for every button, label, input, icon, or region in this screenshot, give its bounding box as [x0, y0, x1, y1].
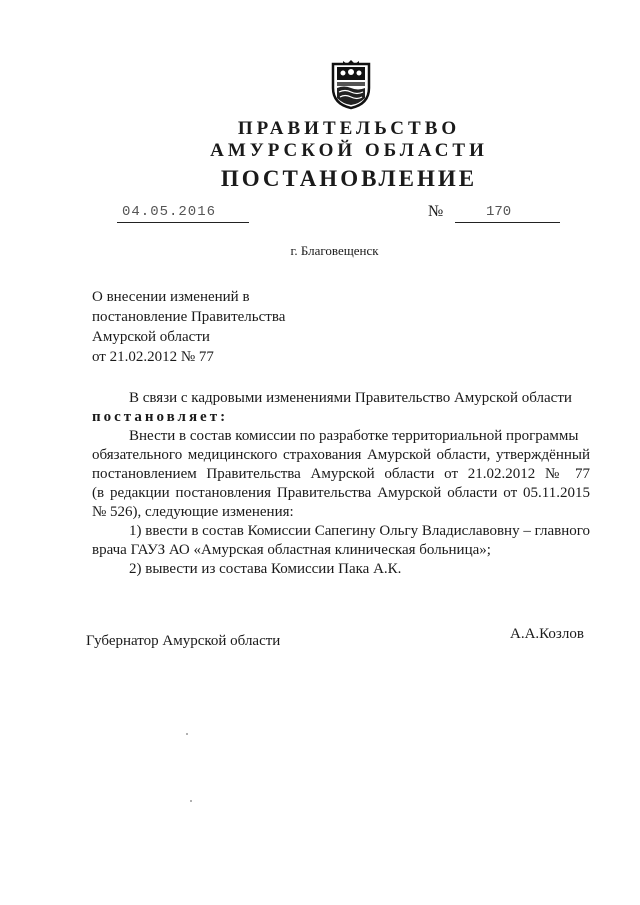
signer-name: А.А.Козлов — [510, 626, 584, 642]
paragraph-line: обязательного медицинского страхования Амурской области, утверждённый — [92, 447, 590, 463]
intro-paragraph: В связи с кадровыми изменениями Правительство Амурской области — [129, 390, 572, 406]
list-item-1-continued: врача ГАУЗ АО «Амурская областная клиническая больница»; — [92, 542, 491, 558]
number-underline — [455, 222, 560, 223]
city-label: г. Благовещенск — [290, 243, 379, 258]
scan-speck — [186, 733, 188, 735]
date-underline — [117, 222, 249, 223]
government-title-line2: АМУРСКОЙ ОБЛАСТИ — [210, 140, 488, 161]
paragraph-line: (в редакции постановления Правительства Амурской области от 05.11.2015 — [92, 485, 590, 501]
number-sign: № — [428, 203, 444, 220]
decrees-word: постановляет: — [92, 409, 229, 425]
government-title-line1: ПРАВИТЕЛЬСТВО — [237, 118, 461, 139]
list-item-1: 1) ввести в состав Комиссии Сапегину Ольгу Владиславовну – главного — [129, 523, 590, 539]
subject-block — [92, 287, 332, 367]
list-item-2: 2) вывести из состава Комиссии Пака А.К. — [129, 561, 402, 577]
scan-speck — [190, 800, 192, 802]
subject-line: постановление Правительства — [92, 309, 286, 325]
subject-line: О внесении изменений в — [92, 289, 250, 305]
subject-line: Амурской области — [92, 329, 210, 345]
paragraph-line: постановлением Правительства Амурской области от 21.02.2012 № 77 — [92, 466, 590, 482]
document-type-title: ПОСТАНОВЛЕНИЕ — [220, 166, 478, 191]
paragraph-line: № 526), следующие изменения: — [92, 504, 294, 520]
document-date: 04.05.2016 — [122, 204, 217, 220]
subject-line: от 21.02.2012 № 77 — [92, 349, 214, 365]
document-number: 170 — [486, 204, 512, 220]
paragraph-line: Внести в состав комиссии по разработке территориальной программы — [129, 428, 579, 444]
decree-body — [92, 389, 590, 579]
signer-position: Губернатор Амурской области — [86, 633, 281, 649]
coat-of-arms-emblem — [329, 58, 373, 110]
